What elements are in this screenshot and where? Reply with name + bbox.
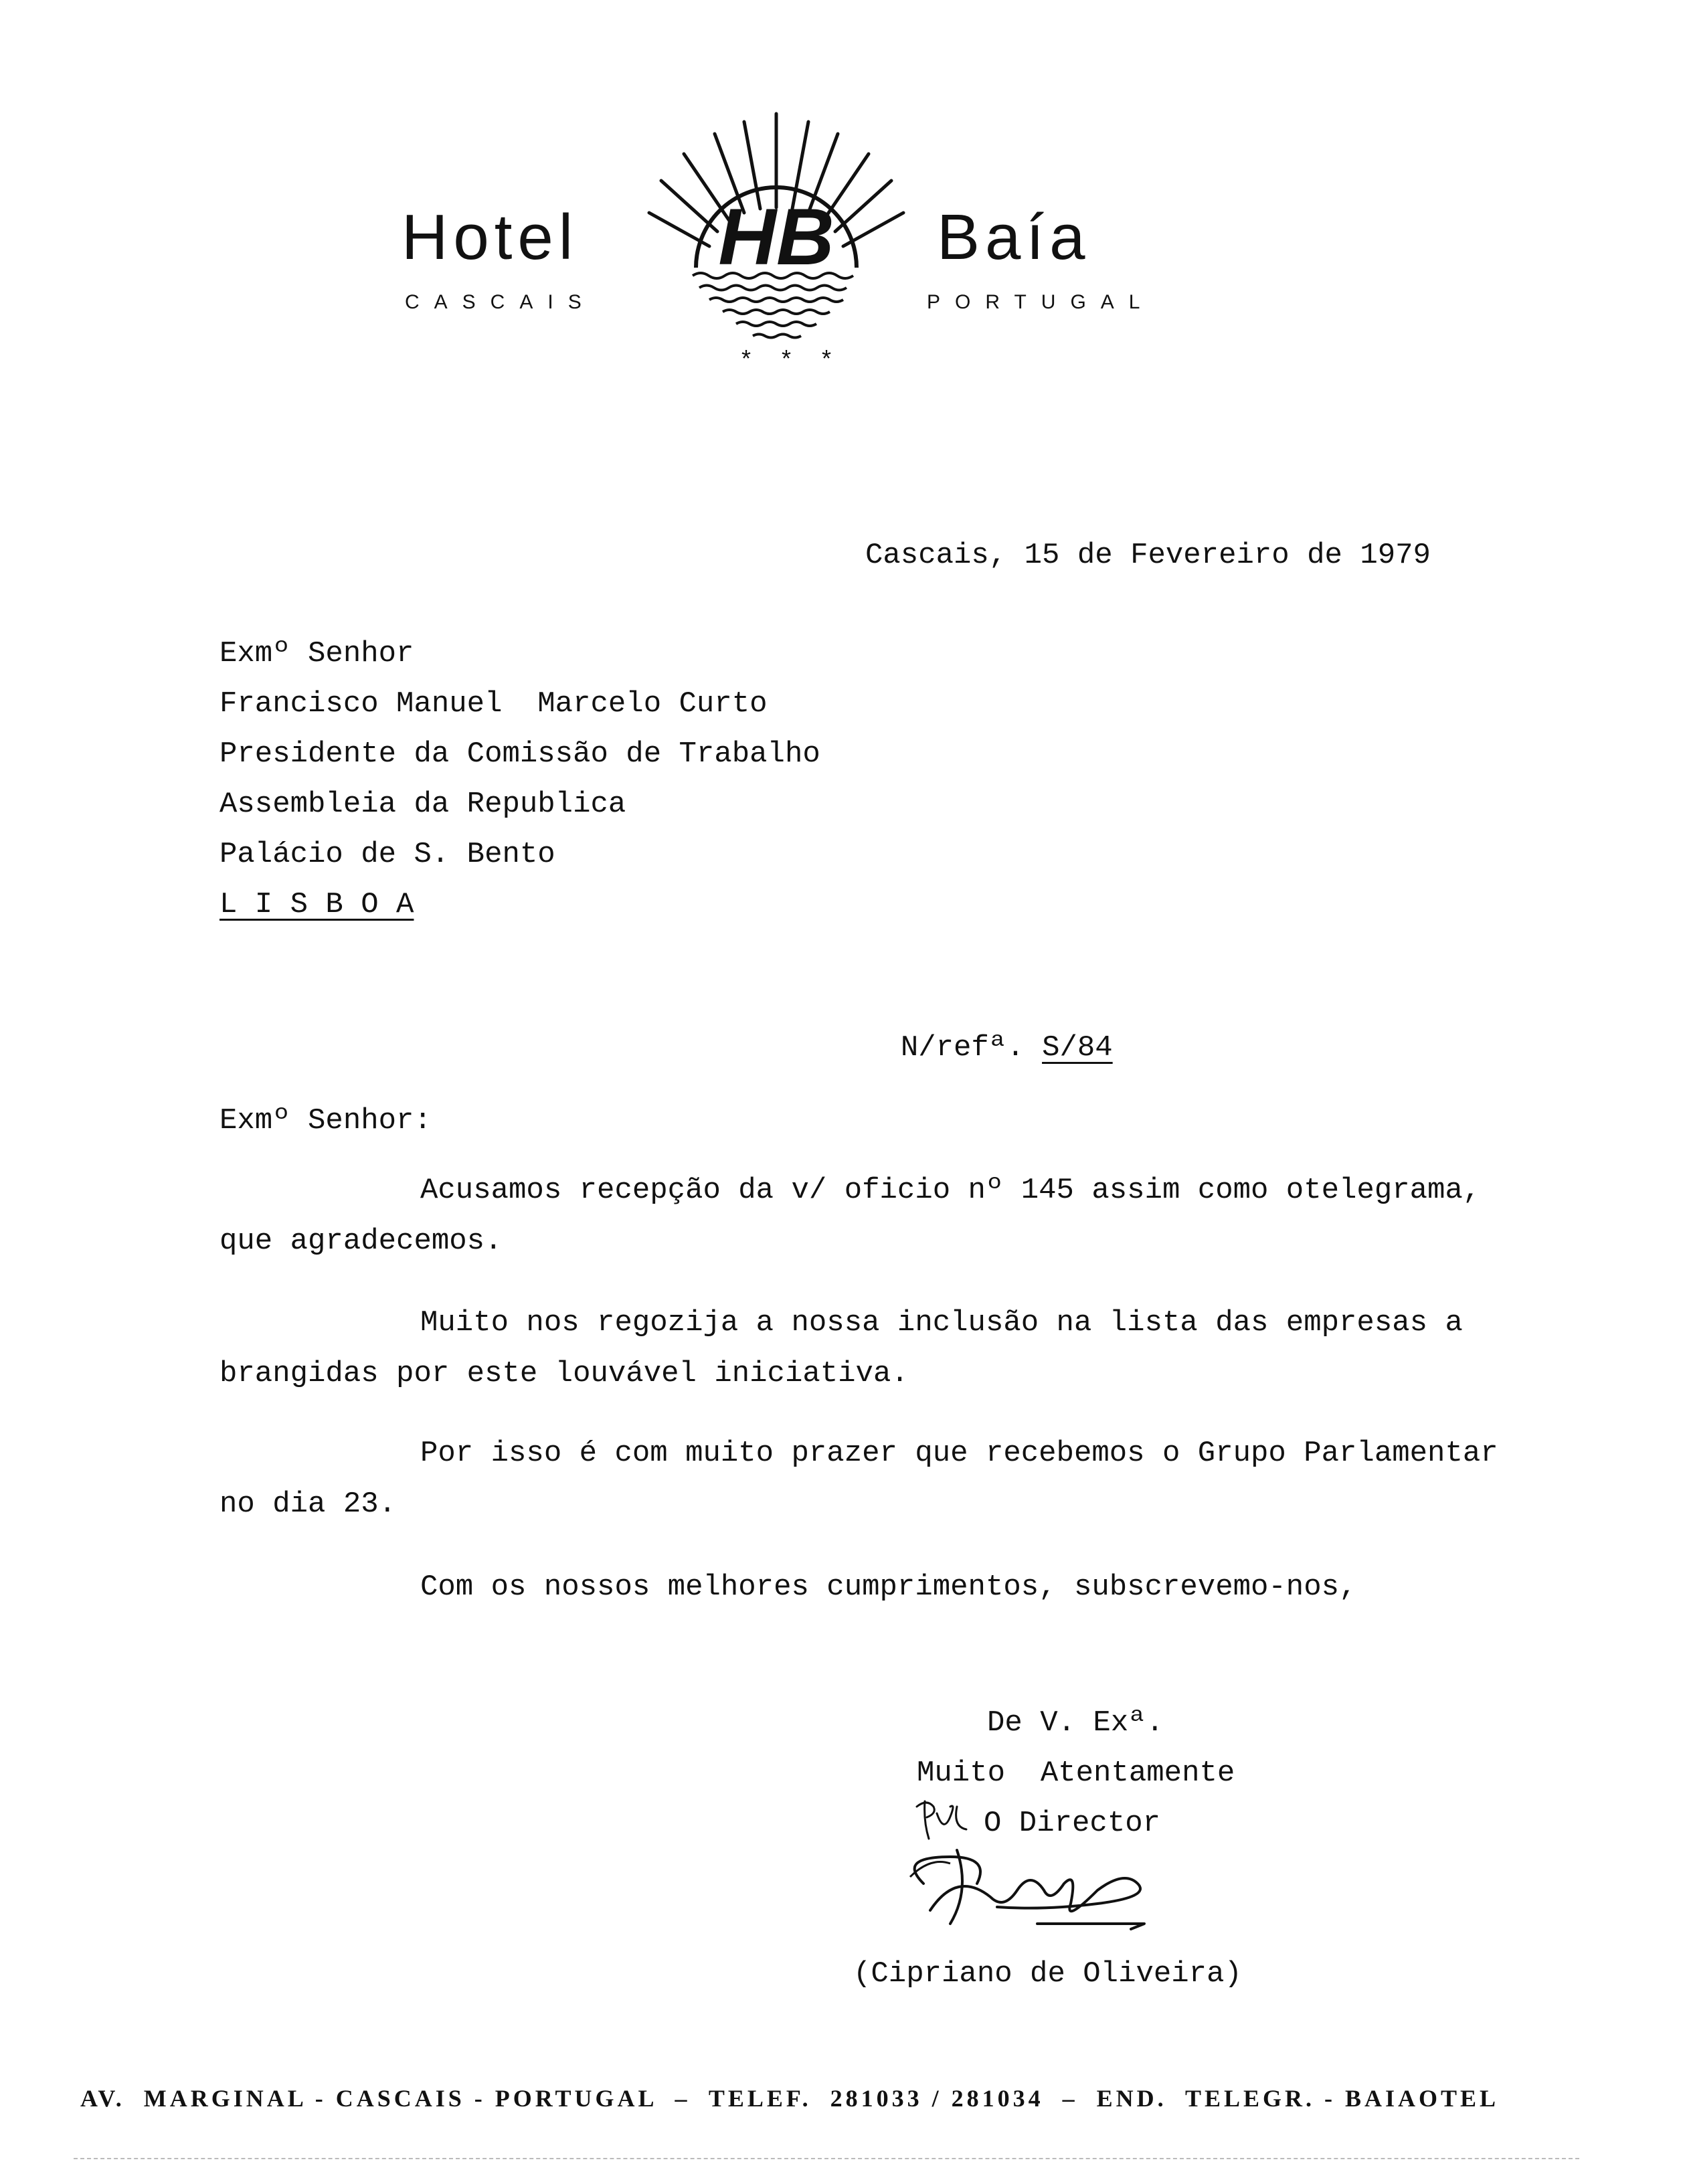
hotel-stars: * * * xyxy=(741,345,844,372)
closing-line-3: O Director xyxy=(984,1807,1161,1840)
recipient-city: L I S B O A xyxy=(219,888,414,921)
hotel-letterhead xyxy=(375,100,1178,381)
reference-value: S/84 xyxy=(1042,1031,1113,1065)
recipient-name: Francisco Manuel Marcelo Curto xyxy=(219,687,768,721)
reference-label: N/refª. xyxy=(900,1031,1025,1065)
bottom-rule xyxy=(74,2158,1579,2159)
paragraph-1-line-1: Acusamos recepção da v/ oficio nº 145 assim como otelegrama, xyxy=(420,1174,1481,1207)
signature-icon xyxy=(903,1843,1211,1957)
recipient-institution: Assembleia da Republica xyxy=(219,788,626,821)
paragraph-2-line-1: Muito nos regozija a nossa inclusão na lista das empresas a xyxy=(420,1306,1463,1340)
signatory-name: (Cipriano de Oliveira) xyxy=(853,1957,1242,1991)
hotel-monogram: HB xyxy=(718,192,834,282)
hotel-location-right: PORTUGAL xyxy=(927,291,1155,313)
recipient-address: Palácio de S. Bento xyxy=(219,838,555,871)
closing-line-1: De V. Exª. xyxy=(987,1706,1164,1740)
paragraph-3-line-1: Por isso é com muito prazer que recebemos o Grupo Parlamentar xyxy=(420,1437,1498,1470)
sun-logo-icon xyxy=(629,100,923,381)
recipient-role: Presidente da Comissão de Trabalho xyxy=(219,737,820,771)
handwritten-plo-icon xyxy=(910,1793,984,1847)
paragraph-4-line-1: Com os nossos melhores cumprimentos, subscrevemo-nos, xyxy=(420,1570,1357,1604)
recipient-salutation: Exmº Senhor xyxy=(219,637,414,670)
letterhead-footer: AV. MARGINAL - CASCAIS - PORTUGAL – TELEF. 281033 / 281034 – END. TELEGR. - BAIAOTEL xyxy=(80,2085,1500,2112)
paragraph-3-line-2: no dia 23. xyxy=(219,1487,397,1521)
reference-line xyxy=(865,1004,1113,1063)
greeting: Exmº Senhor: xyxy=(219,1104,432,1138)
hotel-name-right: Baía xyxy=(937,201,1091,273)
paragraph-2-line-2: brangidas por este louvável iniciativa. xyxy=(219,1357,909,1390)
hotel-name-left: Hotel xyxy=(402,201,579,273)
hotel-location-left: CASCAIS xyxy=(405,291,596,313)
closing-line-2: Muito Atentamente xyxy=(917,1756,1235,1790)
paragraph-1-line-2: que agradecemos. xyxy=(219,1224,503,1258)
date-line: Cascais, 15 de Fevereiro de 1979 xyxy=(865,539,1431,572)
